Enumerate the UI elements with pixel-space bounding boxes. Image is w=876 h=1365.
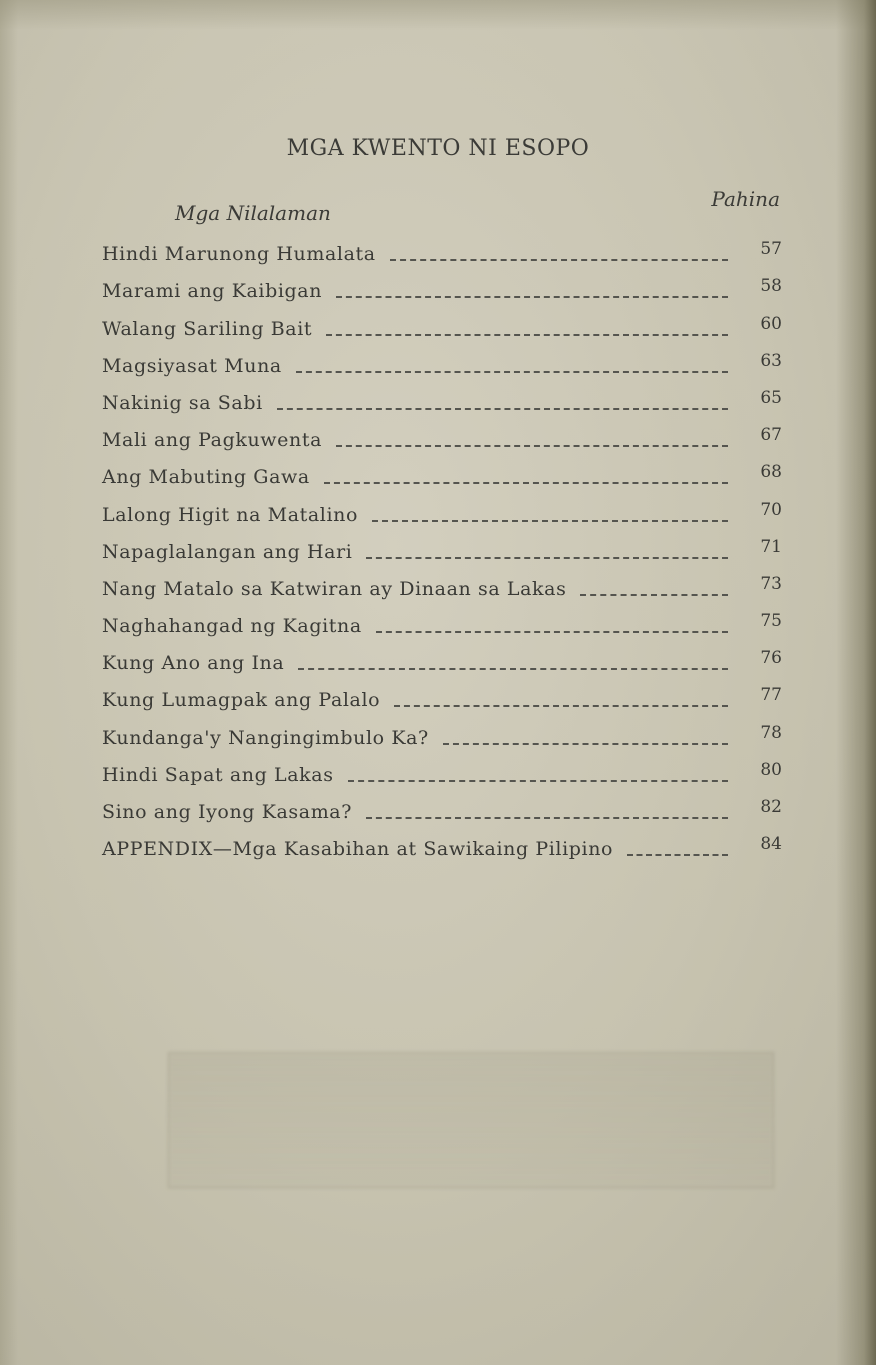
dot-leader <box>336 445 728 447</box>
toc-entry-title: Nakinig sa Sabi <box>102 391 263 414</box>
toc-entry-page: 67 <box>760 425 782 446</box>
toc-entry-title: Kung Lumagpak ang Palalo <box>102 689 381 712</box>
toc-entry <box>102 753 790 790</box>
toc-entry-title: Marami ang Kaibigan <box>102 280 323 303</box>
toc-entry-title: Kundanga'y Nangingimbulo Ka? <box>102 726 429 749</box>
contents-heading: Mga Nilalaman <box>175 201 331 225</box>
toc-entry <box>102 455 790 492</box>
toc-entry-page: 80 <box>760 759 782 780</box>
dot-leader <box>298 668 728 670</box>
toc-entry-page: 70 <box>760 499 782 520</box>
dot-leader <box>580 594 728 596</box>
dot-leader <box>336 296 728 298</box>
toc-entry-page: 78 <box>760 722 782 743</box>
toc-entry-page: 73 <box>760 573 782 594</box>
table-of-contents <box>102 232 790 864</box>
toc-entry <box>102 232 790 269</box>
toc-entry-title: Hindi Marunong Humalata <box>102 243 376 266</box>
toc-entry <box>102 492 790 529</box>
toc-entry <box>102 418 790 455</box>
dot-leader <box>277 408 728 410</box>
dot-leader <box>372 520 728 522</box>
toc-entry-page: 76 <box>760 648 782 669</box>
page-column-heading: Pahina <box>711 187 780 211</box>
dot-leader <box>296 371 728 373</box>
show-through-illustration <box>168 1052 774 1188</box>
book-title: MGA KWENTO NI ESOPO <box>286 136 590 161</box>
toc-entry-title: Ang Mabuting Gawa <box>102 466 310 489</box>
dot-leader <box>366 557 728 559</box>
toc-entry-page: 65 <box>760 387 782 408</box>
toc-entry-title: Mali ang Pagkuwenta <box>102 429 323 452</box>
toc-entry <box>102 530 790 567</box>
dot-leader <box>390 259 728 261</box>
toc-entry-title: Magsiyasat Muna <box>102 354 282 377</box>
toc-entry-page: 68 <box>760 462 782 483</box>
toc-entry-page: 71 <box>760 536 782 557</box>
toc-entry <box>102 306 790 343</box>
toc-entry-title: Hindi Sapat ang Lakas <box>102 763 334 786</box>
page-left-shadow <box>0 0 18 1365</box>
toc-entry-title: Kung Ano ang Ina <box>102 652 285 675</box>
toc-entry-page: 77 <box>760 685 782 706</box>
toc-entry-title: Naghahangad ng Kagitna <box>102 615 362 638</box>
toc-entry-page: 60 <box>760 313 782 334</box>
toc-entry <box>102 269 790 306</box>
toc-entry <box>102 641 790 678</box>
dot-leader <box>324 482 728 484</box>
toc-entry <box>102 381 790 418</box>
toc-entry-title: Nang Matalo sa Katwiran ay Dinaan sa Lakas <box>102 577 567 600</box>
toc-entry-title: Lalong Higit na Matalino <box>102 503 359 526</box>
toc-entry <box>102 344 790 381</box>
toc-entry <box>102 604 790 641</box>
toc-entry-title: Napaglalangan ang Hari <box>102 540 353 563</box>
toc-entry-title: Walang Sariling Bait <box>102 317 313 340</box>
dot-leader <box>394 705 728 707</box>
toc-entry <box>102 715 790 752</box>
toc-entry-title: Sino ang Iyong Kasama? <box>102 801 353 823</box>
dot-leader <box>443 743 728 745</box>
toc-entry-page: 63 <box>760 350 782 371</box>
toc-entry-page: 84 <box>760 834 782 855</box>
toc-entry <box>102 678 790 715</box>
dot-leader <box>326 334 728 336</box>
dot-leader <box>376 631 728 633</box>
toc-entry-page: 75 <box>760 611 782 632</box>
toc-entry <box>102 790 790 827</box>
toc-entry-page: 82 <box>760 797 782 817</box>
page-top-shadow <box>0 0 876 30</box>
toc-entry-title: APPENDIX—Mga Kasabihan at Sawikaing Pilipino <box>102 838 614 861</box>
dot-leader <box>366 817 728 819</box>
dot-leader <box>348 780 728 782</box>
toc-entry <box>102 827 790 864</box>
toc-entry-page: 57 <box>760 239 782 260</box>
toc-entry <box>102 567 790 604</box>
toc-entry-page: 58 <box>760 276 782 297</box>
page-spine-shadow <box>836 0 876 1365</box>
dot-leader <box>627 854 728 856</box>
